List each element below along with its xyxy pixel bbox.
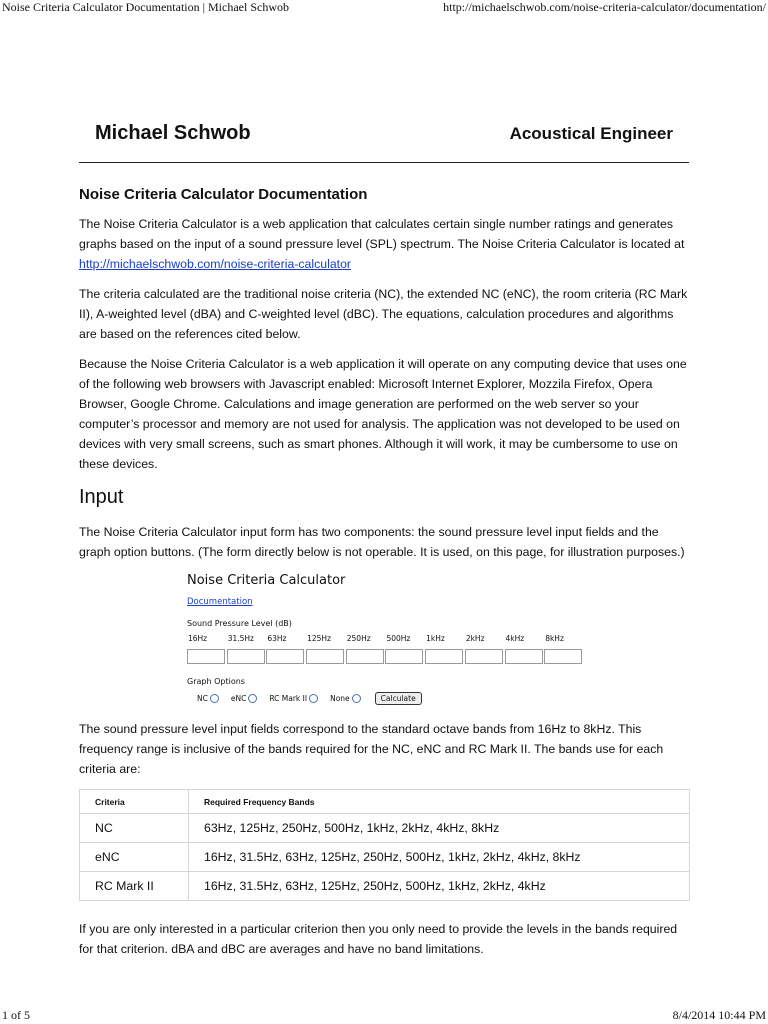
band-input-2khz[interactable] — [465, 649, 503, 664]
browser-paragraph: Because the Noise Criteria Calculator is a web application it will operate on any computing device that uses one of the following web browsers with Javascript enabled: Microsoft Internet Explorer, Mozzila Firefox, Opera Browser, Google Chrome. Calculations and image generation are performed on the web server so your computer’s processor and memory are not used for analysis. The application was not developed to be used on devices with very small screens, such as smart phones. Although it will work, it may be cumbersome to use on these devices. — [79, 357, 687, 471]
band-label: 2kHz — [465, 634, 485, 643]
band-label: 16Hz — [188, 634, 208, 643]
table-row — [80, 843, 690, 872]
calculator-title: Noise Criteria Calculator — [187, 573, 346, 588]
article-content — [79, 185, 689, 969]
criteria-cell: NC — [80, 814, 189, 843]
band-input-16hz[interactable] — [187, 649, 225, 664]
band-fields — [187, 633, 587, 664]
band-field — [385, 633, 425, 664]
calculate-button[interactable]: Calculate — [375, 692, 422, 705]
band-input-125hz[interactable] — [306, 649, 344, 664]
band-input-500hz[interactable] — [385, 649, 423, 664]
option-rc-mark-ii[interactable] — [269, 694, 318, 703]
band-input-4khz[interactable] — [505, 649, 543, 664]
bands-cell: 63Hz, 125Hz, 250Hz, 500Hz, 1kHz, 2kHz, 4kHz, 8kHz — [189, 814, 690, 843]
band-label: 4kHz — [505, 634, 525, 643]
graph-options — [187, 692, 587, 705]
bands-cell: 16Hz, 31.5Hz, 63Hz, 125Hz, 250Hz, 500Hz, 1kHz, 2kHz, 4kHz — [189, 872, 690, 901]
band-label: 63Hz — [267, 634, 287, 643]
print-url: http://michaelschwob.com/noise-criteria-calculator/documentation/ — [443, 0, 766, 14]
option-nc[interactable] — [197, 694, 219, 703]
bands-paragraph: The sound pressure level input fields correspond to the standard octave bands from 16Hz to 8kHz. This frequency range is inclusive of the bands required for the NC, eNC and RC Mark II. The bands use for each criteria are: — [79, 722, 664, 776]
column-header-bands: Required Frequency Bands — [189, 790, 690, 814]
band-input-250hz[interactable] — [346, 649, 384, 664]
documentation-link[interactable]: Documentation — [187, 597, 253, 607]
calculator-link[interactable]: http://michaelschwob.com/noise-criteria-calculator — [79, 257, 352, 271]
bands-cell: 16Hz, 31.5Hz, 63Hz, 125Hz, 250Hz, 500Hz, 1kHz, 2kHz, 4kHz, 8kHz — [189, 843, 690, 872]
radio-icon[interactable] — [352, 694, 361, 703]
band-field — [465, 633, 505, 664]
page-number: 1 of 5 — [2, 1008, 30, 1022]
band-field — [187, 633, 227, 664]
criteria-cell: RC Mark II — [80, 872, 189, 901]
option-none[interactable] — [330, 694, 361, 703]
closing-paragraph: If you are only interested in a particular criterion then you only need to provide the levels in the bands required for that criterion. dBA and dBC are averages and have no band limitations. — [79, 922, 678, 956]
criteria-cell: eNC — [80, 843, 189, 872]
calculator-illustration — [187, 572, 587, 705]
band-field — [227, 633, 267, 664]
band-field — [505, 633, 545, 664]
input-heading: Input — [79, 486, 124, 508]
graph-options-label: Graph Options — [187, 677, 245, 686]
radio-icon[interactable] — [248, 694, 257, 703]
radio-icon[interactable] — [210, 694, 219, 703]
radio-icon[interactable] — [309, 694, 318, 703]
input-paragraph: The Noise Criteria Calculator input form has two components: the sound pressure level input fields and the graph option buttons. (The form directly below is not operable. It is used, on this page, for illustration purposes.) — [79, 525, 685, 559]
band-field — [266, 633, 306, 664]
criteria-table — [79, 789, 690, 901]
intro-paragraph — [79, 214, 689, 274]
option-label: RC Mark II — [269, 694, 308, 703]
intro-text: The Noise Criteria Calculator is a web application that calculates certain single number ratings and generates graphs based on the input of a sound pressure level (SPL) spectrum. The Noise Criteria Calculator is located at — [79, 217, 685, 251]
band-label: 1kHz — [426, 634, 445, 643]
site-tagline: Acoustical Engineer — [509, 124, 673, 143]
band-label: 31.5Hz — [227, 634, 254, 643]
option-label: eNC — [230, 694, 247, 703]
print-footer — [0, 1008, 768, 1024]
band-label: 250Hz — [346, 634, 371, 643]
band-label: 125Hz — [307, 634, 331, 643]
print-header — [0, 0, 768, 16]
criteria-paragraph: The criteria calculated are the traditional noise criteria (NC), the extended NC (eNC), the room criteria (RC Mark II), A-weighted level (dBA) and C-weighted level (dBC). The equations, calculation procedures and algorithms are based on the references cited below. — [79, 287, 688, 341]
column-header-criteria: Criteria — [80, 790, 189, 814]
band-field — [544, 633, 584, 664]
print-datetime: 8/4/2014 10:44 PM — [672, 1008, 766, 1022]
option-enc[interactable] — [231, 694, 257, 703]
band-field — [346, 633, 386, 664]
option-label: None — [330, 694, 350, 703]
table-row — [80, 872, 690, 901]
band-input-31-5hz[interactable] — [227, 649, 265, 664]
band-input-1khz[interactable] — [425, 649, 463, 664]
header-divider — [79, 162, 689, 163]
print-page-title: Noise Criteria Calculator Documentation | Michael Schwob — [2, 0, 289, 14]
spl-label: Sound Pressure Level (dB) — [187, 619, 292, 628]
table-header-row — [80, 790, 690, 814]
band-label: 8kHz — [545, 634, 564, 643]
table-row — [80, 814, 690, 843]
band-field — [306, 633, 346, 664]
site-name[interactable]: Michael Schwob — [95, 122, 251, 144]
band-input-63hz[interactable] — [266, 649, 304, 664]
option-label: NC — [197, 694, 208, 703]
band-input-8khz[interactable] — [544, 649, 582, 664]
band-field — [425, 633, 465, 664]
page-title: Noise Criteria Calculator Documentation — [79, 186, 368, 203]
band-label: 500Hz — [386, 634, 411, 643]
